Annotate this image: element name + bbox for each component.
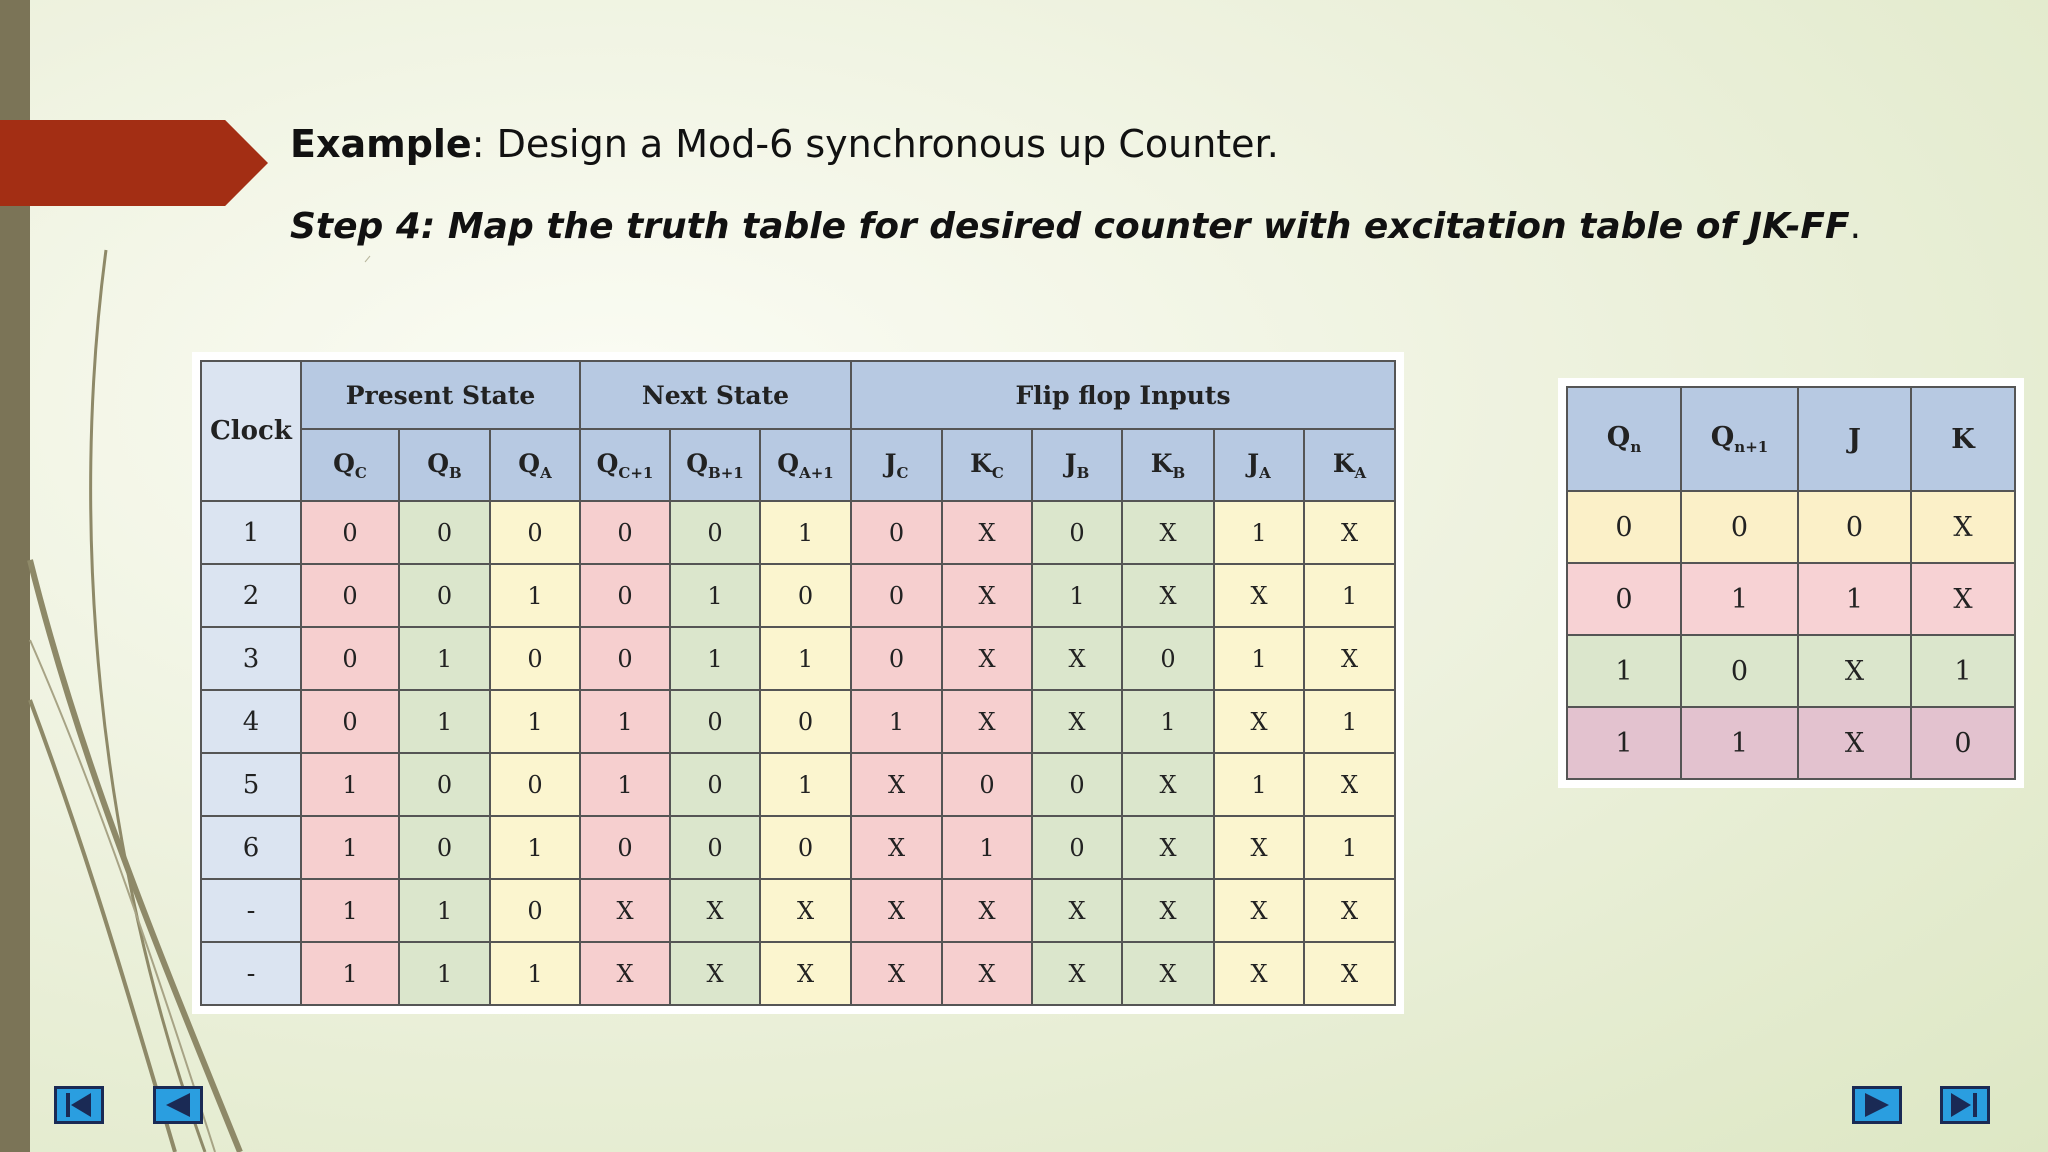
table-cell: X	[851, 942, 942, 1005]
step-heading-period: .	[1849, 206, 1862, 247]
excitation-header-subscript: n+1	[1734, 438, 1769, 456]
table-cell: 1	[490, 690, 580, 753]
table-cell: X	[1304, 753, 1395, 816]
table-cell: 1	[399, 879, 490, 942]
table-cell: 0	[1032, 753, 1122, 816]
table-cell: 0	[851, 627, 942, 690]
table-cell: 0	[301, 501, 399, 564]
table-cell: X	[1122, 753, 1214, 816]
table-cell: 0	[399, 753, 490, 816]
table-cell: X	[1032, 690, 1122, 753]
column-header-subscript: A+1	[799, 463, 834, 482]
table-cell: 0	[1032, 816, 1122, 879]
table-cell: 1	[490, 564, 580, 627]
flip-flop-inputs-header: Flip flop Inputs	[851, 361, 1395, 429]
excitation-cell: X	[1798, 635, 1911, 707]
table-cell: 1	[760, 627, 851, 690]
previous-slide-icon	[156, 1089, 200, 1121]
clock-cell: -	[201, 942, 301, 1005]
excitation-row	[1567, 635, 2015, 707]
table-cell: 0	[670, 753, 760, 816]
table-cell: 1	[1214, 627, 1304, 690]
table-cell: 0	[760, 690, 851, 753]
excitation-cell: 0	[1798, 491, 1911, 563]
table-cell: X	[942, 942, 1032, 1005]
excitation-cell: X	[1911, 563, 2015, 635]
column-header-base: J	[1247, 448, 1260, 478]
excitation-header	[1798, 387, 1911, 491]
table-cell: X	[760, 879, 851, 942]
excitation-cell: 0	[1681, 491, 1798, 563]
column-header-base: Q	[427, 448, 450, 478]
table-cell: 0	[670, 501, 760, 564]
table-cell: 0	[760, 816, 851, 879]
excitation-row	[1567, 707, 2015, 779]
last-slide-icon	[1943, 1089, 1987, 1121]
column-header-base: K	[970, 448, 992, 478]
table-cell: X	[851, 879, 942, 942]
truth-table-frame	[192, 352, 1404, 1014]
column-header	[851, 429, 942, 501]
table-cell: 0	[670, 816, 760, 879]
excitation-cell: 1	[1681, 563, 1798, 635]
table-cell: X	[1214, 564, 1304, 627]
table-cell: 1	[942, 816, 1032, 879]
table-row	[201, 564, 1395, 627]
column-header-base: Q	[518, 448, 541, 478]
table-cell: 1	[301, 942, 399, 1005]
table-cell: X	[1032, 942, 1122, 1005]
column-header-base: K	[1150, 448, 1173, 478]
clock-cell: -	[201, 879, 301, 942]
table-row	[201, 627, 1395, 690]
table-cell: X	[851, 753, 942, 816]
column-header-base: J	[884, 448, 897, 478]
table-cell: X	[1032, 627, 1122, 690]
next-slide-icon	[1855, 1089, 1899, 1121]
column-header	[760, 429, 851, 501]
table-cell: X	[851, 816, 942, 879]
column-header	[670, 429, 760, 501]
step-heading	[290, 206, 1861, 247]
column-header-subscript: C+1	[618, 463, 654, 482]
table-cell: 0	[301, 690, 399, 753]
table-cell: 1	[1304, 690, 1395, 753]
table-cell: X	[1032, 879, 1122, 942]
column-header-subscript: B+1	[708, 463, 744, 482]
table-cell: 0	[942, 753, 1032, 816]
last-slide-button[interactable]	[1940, 1086, 1990, 1124]
slide-title-bold: Example	[290, 122, 472, 166]
table-cell: X	[1304, 942, 1395, 1005]
table-cell: 1	[399, 942, 490, 1005]
table-cell: X	[670, 879, 760, 942]
table-cell: 1	[301, 816, 399, 879]
excitation-header-base: J	[1848, 423, 1861, 455]
table-cell: 0	[301, 627, 399, 690]
table-cell: X	[1122, 501, 1214, 564]
table-cell: 0	[399, 564, 490, 627]
column-header-subscript: C	[991, 463, 1004, 482]
table-cell: X	[942, 879, 1032, 942]
clock-cell: 6	[201, 816, 301, 879]
table-cell: X	[670, 942, 760, 1005]
table-cell: 0	[1122, 627, 1214, 690]
column-header-subscript: B	[1076, 463, 1090, 482]
table-cell: 0	[580, 816, 670, 879]
table-cell: 1	[851, 690, 942, 753]
table-cell: 0	[760, 564, 851, 627]
table-cell: X	[1122, 942, 1214, 1005]
clock-cell: 3	[201, 627, 301, 690]
table-cell: X	[1304, 879, 1395, 942]
excitation-cell: X	[1798, 707, 1911, 779]
excitation-cell: 1	[1567, 707, 1681, 779]
table-row	[201, 753, 1395, 816]
excitation-cell: 1	[1798, 563, 1911, 635]
excitation-cell: 0	[1911, 707, 2015, 779]
column-header-base: K	[1332, 448, 1355, 478]
excitation-cell: 1	[1567, 635, 1681, 707]
excitation-header-base: Q	[1606, 422, 1631, 453]
table-cell: X	[942, 627, 1032, 690]
step-heading-text: Step 4: Map the truth table for desired counter with excitation table of JK-FF	[290, 206, 1850, 247]
column-header	[1122, 429, 1214, 501]
table-cell: 1	[399, 690, 490, 753]
excitation-header-base: Q	[1710, 422, 1735, 453]
table-row	[201, 690, 1395, 753]
table-cell: 0	[399, 501, 490, 564]
excitation-header	[1911, 387, 2015, 491]
table-cell: X	[1122, 816, 1214, 879]
table-cell: X	[580, 942, 670, 1005]
clock-header: Clock	[201, 361, 301, 501]
table-cell: X	[1122, 564, 1214, 627]
excitation-cell: 0	[1681, 635, 1798, 707]
column-header-base: Q	[596, 448, 619, 478]
table-cell: 1	[301, 879, 399, 942]
table-cell: 1	[580, 690, 670, 753]
column-header-base: Q	[777, 448, 800, 478]
clock-cell: 2	[201, 564, 301, 627]
column-header-subscript: C	[896, 463, 909, 482]
table-cell: 1	[399, 627, 490, 690]
table-cell: X	[942, 690, 1032, 753]
table-cell: 0	[851, 501, 942, 564]
table-cell: 1	[1304, 564, 1395, 627]
table-cell: 1	[670, 627, 760, 690]
slide-title-rest: : Design a Mod-6 synchronous up Counter.	[471, 122, 1279, 166]
column-header-subscript: A	[1354, 463, 1367, 482]
table-cell: 0	[580, 501, 670, 564]
previous-slide-button[interactable]	[153, 1086, 203, 1124]
table-cell: X	[1214, 942, 1304, 1005]
table-row	[201, 879, 1395, 942]
excitation-row	[1567, 563, 2015, 635]
title-arrow-banner	[0, 120, 268, 206]
table-cell: X	[942, 564, 1032, 627]
jk-excitation-table	[1566, 386, 2016, 780]
first-slide-button[interactable]	[54, 1086, 104, 1124]
table-cell: X	[1214, 879, 1304, 942]
excitation-header	[1567, 387, 1681, 491]
column-header-subscript: A	[1259, 463, 1271, 482]
column-header	[1032, 429, 1122, 501]
table-row	[201, 501, 1395, 564]
table-cell: 1	[760, 753, 851, 816]
table-cell: X	[1304, 627, 1395, 690]
column-header	[1214, 429, 1304, 501]
table-cell: 0	[851, 564, 942, 627]
clock-cell: 1	[201, 501, 301, 564]
table-cell: X	[580, 879, 670, 942]
clock-cell: 4	[201, 690, 301, 753]
first-slide-icon	[57, 1089, 101, 1121]
excitation-header	[1681, 387, 1798, 491]
table-cell: 1	[580, 753, 670, 816]
column-header	[399, 429, 490, 501]
excitation-cell: 1	[1681, 707, 1798, 779]
column-header	[490, 429, 580, 501]
column-header-base: J	[1064, 448, 1077, 478]
excitation-cell: 1	[1911, 635, 2015, 707]
table-cell: X	[1214, 816, 1304, 879]
next-slide-button[interactable]	[1852, 1086, 1902, 1124]
table-cell: 0	[399, 816, 490, 879]
table-cell: 1	[1032, 564, 1122, 627]
table-cell: 1	[301, 753, 399, 816]
jk-excitation-table-frame	[1558, 378, 2024, 788]
excitation-header-base: K	[1951, 423, 1975, 455]
table-cell: 0	[301, 564, 399, 627]
table-cell: 1	[760, 501, 851, 564]
table-cell: 1	[1214, 753, 1304, 816]
truth-table	[200, 360, 1396, 1006]
excitation-header-subscript: n	[1630, 438, 1642, 456]
excitation-cell: X	[1911, 491, 2015, 563]
column-header	[580, 429, 670, 501]
table-cell: 1	[490, 942, 580, 1005]
column-header-subscript: A	[540, 463, 552, 482]
column-header-subscript: B	[449, 463, 462, 482]
table-cell: X	[1214, 690, 1304, 753]
excitation-cell: 0	[1567, 491, 1681, 563]
table-cell: 1	[1304, 816, 1395, 879]
table-cell: X	[760, 942, 851, 1005]
column-header	[301, 429, 399, 501]
next-state-header: Next State	[580, 361, 851, 429]
table-cell: 1	[1214, 501, 1304, 564]
table-cell: X	[942, 501, 1032, 564]
column-header-subscript: C	[354, 463, 367, 482]
table-row	[201, 816, 1395, 879]
table-cell: 0	[490, 753, 580, 816]
table-cell: 1	[490, 816, 580, 879]
column-header	[1304, 429, 1395, 501]
table-cell: 0	[490, 627, 580, 690]
table-cell: 0	[490, 879, 580, 942]
column-header-base: Q	[686, 448, 709, 478]
table-cell: 1	[670, 564, 760, 627]
table-cell: 1	[1122, 690, 1214, 753]
table-cell: X	[1304, 501, 1395, 564]
clock-cell: 5	[201, 753, 301, 816]
column-header-base: Q	[333, 448, 355, 478]
table-cell: X	[1122, 879, 1214, 942]
slide-title	[290, 122, 1279, 166]
table-cell: 0	[580, 627, 670, 690]
table-cell: 0	[580, 564, 670, 627]
excitation-row	[1567, 491, 2015, 563]
table-row	[201, 942, 1395, 1005]
table-cell: 0	[490, 501, 580, 564]
excitation-cell: 0	[1567, 563, 1681, 635]
table-cell: 0	[1032, 501, 1122, 564]
table-cell: 0	[670, 690, 760, 753]
column-header-subscript: B	[1172, 463, 1186, 482]
present-state-header: Present State	[301, 361, 580, 429]
column-header	[942, 429, 1032, 501]
